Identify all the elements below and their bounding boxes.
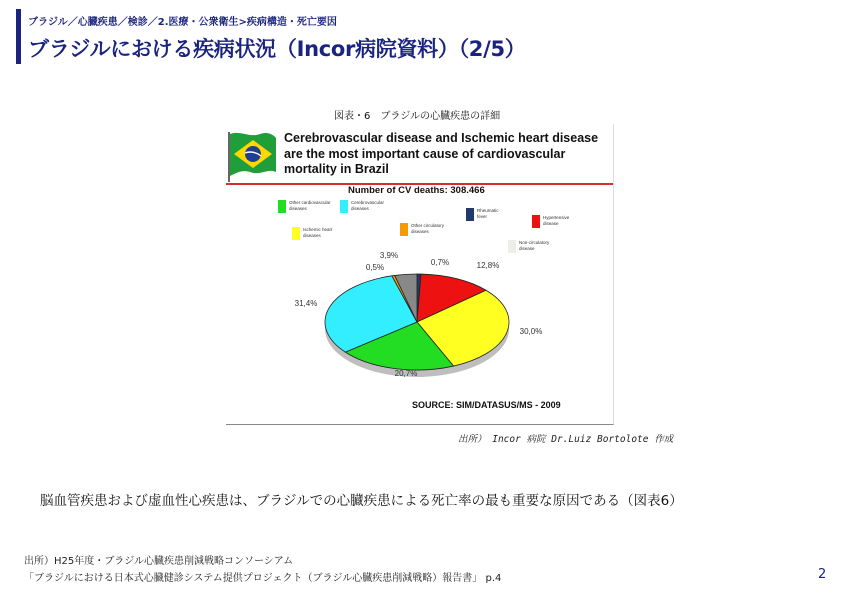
legend-label: Other cardiovascular diseases: [289, 200, 331, 211]
legend-label: Rheumatic fever: [477, 208, 499, 219]
pie-data-label: 12,8%: [476, 261, 500, 270]
legend-label: Other circulatory diseases: [411, 223, 445, 234]
page-number: 2: [818, 567, 827, 582]
data-source-label: SOURCE: SIM/DATASUS/MS - 2009: [412, 400, 561, 410]
title-accent-bar: [16, 9, 21, 64]
source-citation-line1: 出所）H25年度・ブラジル心臓疾患削減戦略コンソーシアム: [24, 556, 294, 567]
cv-deaths-label: Number of CV deaths: 308.466: [348, 185, 485, 196]
page-title: ブラジルにおける疾病状況（Incor病院資料）（2/5）: [28, 37, 526, 61]
source-citation-line2: 「ブラジルにおける日本式心臓健診システム提供プロジェクト（ブラジル心臓疾患削減戦略）報告書」 p.4: [24, 573, 502, 584]
legend-label: Hypertensive disease: [543, 215, 570, 226]
pie-data-label: 20,7%: [394, 369, 418, 378]
pie-data-label: 0,7%: [430, 258, 450, 267]
pie-data-label: 30,0%: [519, 327, 543, 336]
breadcrumb: ブラジル／心臓疾患／検診／2.医療・公衆衛生>疾病構造・死亡要因: [28, 17, 337, 28]
figure-credit: 出所） Incor 病院 Dr.Luiz Bortolote 作成: [458, 434, 674, 445]
figure-caption: 図表・6 ブラジルの心臓疾患の詳細: [334, 111, 501, 122]
pie-data-label: 3,9%: [379, 251, 399, 260]
legend-label: Non-circulatory disease: [519, 240, 550, 251]
legend-label: Cerebrovascular diseases: [351, 200, 385, 211]
chart-slide: [226, 124, 614, 425]
pie-chart: [226, 124, 613, 424]
pie-data-label: 0,5%: [365, 263, 385, 272]
legend-label: Ischemic heart diseases: [303, 227, 333, 238]
slide-heading: Cerebrovascular disease and Ischemic heart disease are the most important cause of cardiovascular mortality in Brazil: [284, 131, 599, 176]
pie-data-label: 31,4%: [294, 299, 318, 308]
summary-text: 脳血管疾患および虚血性心疾患は、ブラジルでの心臓疾患による死亡率の最も重要な原因である（図表6）: [40, 493, 683, 509]
